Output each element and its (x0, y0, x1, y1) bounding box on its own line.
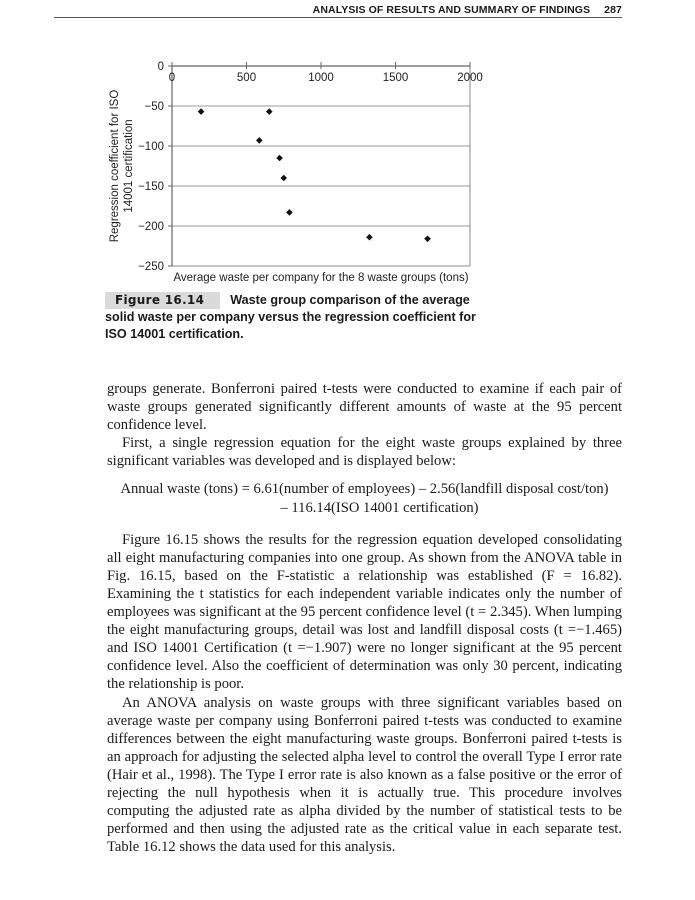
axes (168, 62, 470, 266)
y-axis-label-line-2: 14001 certification (123, 119, 135, 213)
y-tick-label: −50 (144, 101, 164, 113)
y-tick-label: −150 (138, 181, 164, 193)
data-points (198, 108, 431, 242)
data-point (256, 137, 263, 144)
regression-equation (107, 480, 622, 516)
data-point (280, 175, 287, 182)
figure-caption-text: Waste group comparison of the average solid waste per company versus the regression coefficient for ISO 14001 certification. (105, 293, 476, 341)
x-tick-label: 500 (236, 72, 257, 84)
data-point (198, 108, 205, 115)
x-axis-label: Average waste per company for the 8 waste groups (tons) (173, 272, 469, 284)
paragraph-3: Figure 16.15 shows the results for the regression equation developed consolidating all eight manufacturing companies into one group. As shown from the ANOVA table in Fig. 16.15, based on the F-statistic a relationship was established (F = 16.82). Examining the t statistics for each independent variable indicates only the number of employees was significant at the 95 percent confidence level (t = 2.345). When lumping the eight manufacturing groups, detail was lost and landfill disposal costs (t =−1.465) and ISO 14001 Certification (t =−1.907) were no longer significant at the 95 percent confidence level. Also the coefficient of determination was only 30 percent, indicating the relationship is poor. (107, 531, 622, 693)
y-tick-label: −100 (138, 141, 164, 153)
data-point (276, 155, 283, 162)
y-tick-label: 0 (157, 61, 164, 73)
x-tick-label: 1000 (308, 72, 334, 84)
tick-labels (138, 61, 483, 273)
grid-lines (172, 106, 470, 226)
x-tick-label: 1500 (382, 72, 409, 84)
figure-label: Figure 16.14 (105, 292, 220, 309)
paragraph-1: groups generate. Bonferroni paired t-tests were conducted to examine if each pair of waste groups generated significantly different amounts of waste at the 95 percent confidence level. (107, 381, 622, 434)
paragraph-2: First, a single regression equation for the eight waste groups explained by three significant variables was developed and is displayed below: (107, 435, 622, 470)
equation-line-2: – 116.14(ISO 14001 certification) (280, 499, 479, 516)
paragraph-4: An ANOVA analysis on waste groups with three significant variables based on average waste per company using Bonferroni paired t-tests was conducted to examine differences between the eight manufacturing waste groups. Bonferroni paired t-tests is an approach for adjusting the selected alpha level to control the overall Type I error rate (Hair et al., 1998). The Type I error rate is also known as a false positive or the error of rejecting the null hypothesis when it is actually true. This procedure involves computing the adjusted rate as alpha divided by the number of statistical tests to be performed and then using the adjusted rate as the critical value in each separate test. Table 16.12 shows the data used for this analysis. (107, 694, 622, 856)
data-point (424, 236, 431, 243)
data-point (366, 234, 373, 241)
y-tick-label: −250 (138, 261, 164, 273)
y-axis-label-line-1: Regression coefficient for ISO (109, 89, 121, 243)
x-tick-label: 0 (168, 72, 176, 84)
running-title: ANALYSIS OF RESULTS AND SUMMARY OF FINDINGS (312, 4, 591, 16)
data-point (286, 209, 293, 216)
data-point (266, 108, 273, 115)
figure-caption (105, 292, 495, 343)
page-number: 287 (604, 4, 622, 16)
body-text (107, 380, 622, 856)
y-tick-label: −200 (138, 221, 164, 233)
x-tick-label: 2000 (457, 72, 483, 84)
equation-line-1: Annual waste (tons) = 6.61(number of employees) – 2.56(landfill disposal cost/ton) (120, 481, 609, 498)
scatter-chart (0, 0, 695, 290)
